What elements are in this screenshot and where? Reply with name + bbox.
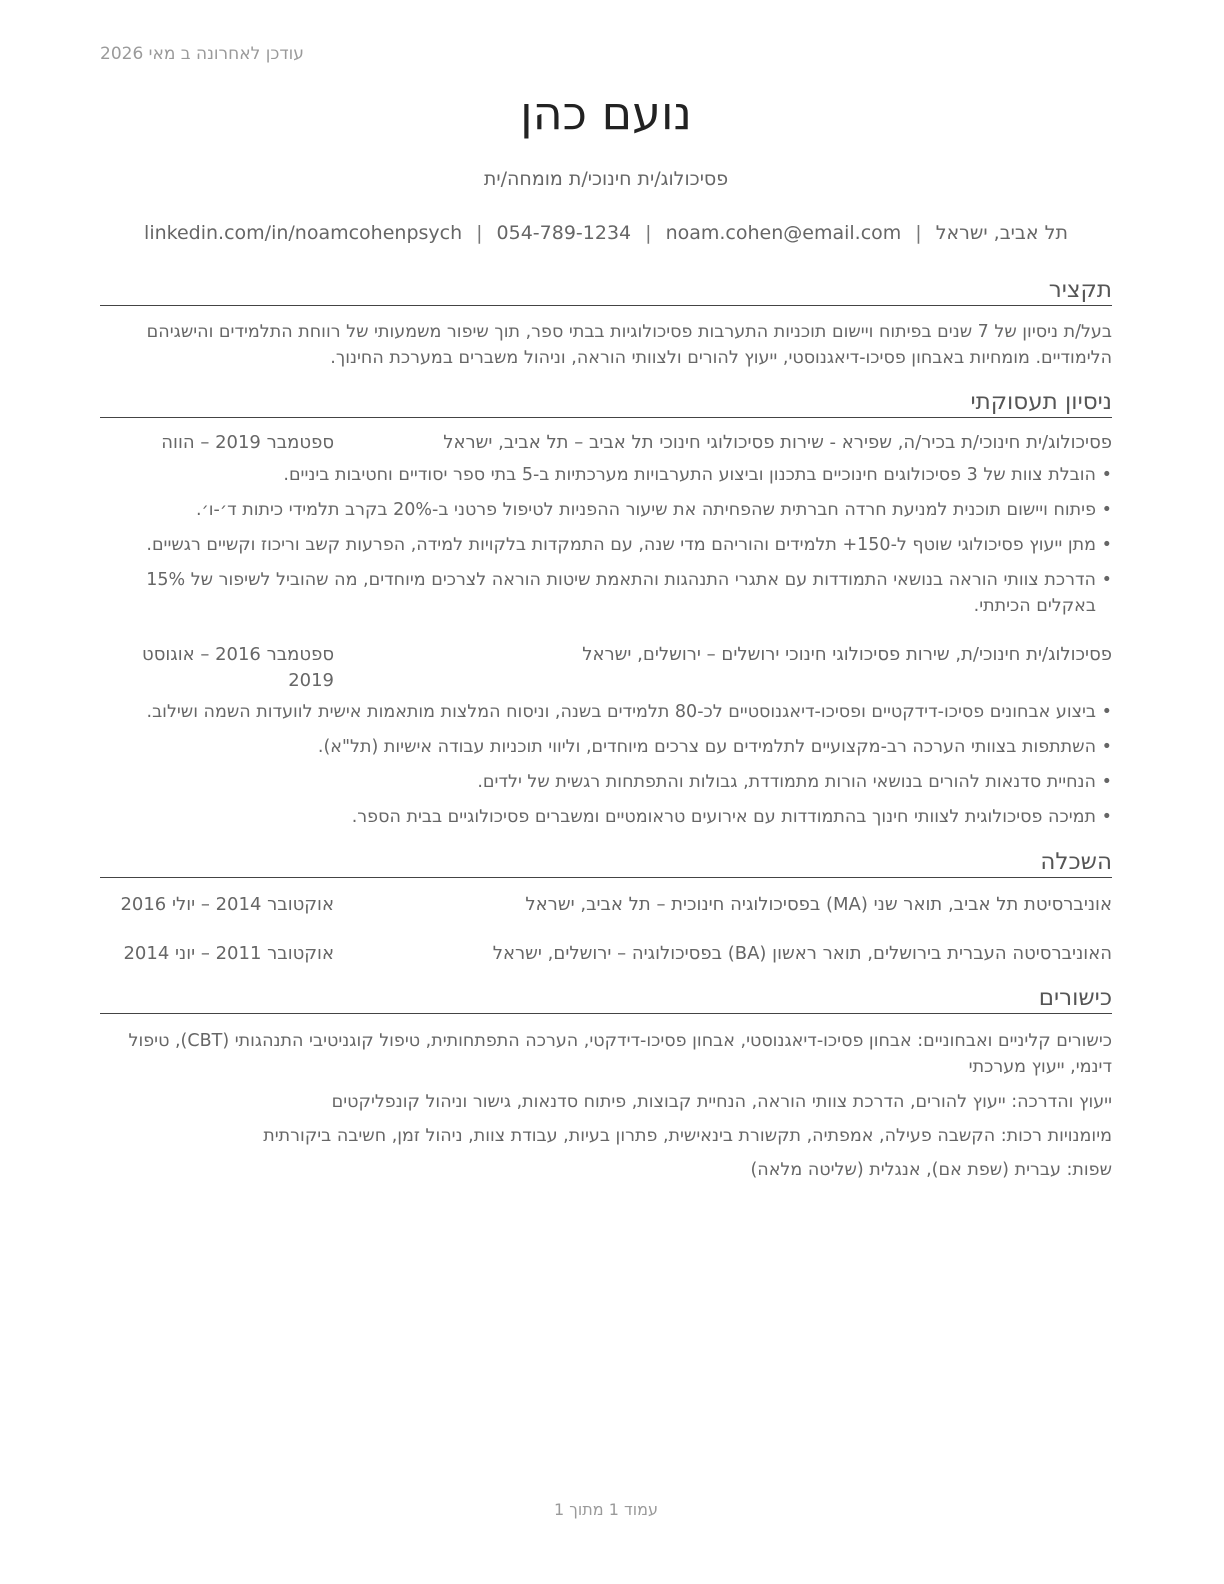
job-dates: ספטמבר 2019 – הווה [161,432,334,453]
contact-email[interactable]: noam.cohen@email.com [665,222,902,244]
resume-page [100,0,1112,1584]
list-item: • תמיכה פסיכולוגית לצוותי חינוך בהתמודדות עם אירועים טראומטיים ומשברים פסיכולוגיים בבית הספר. [100,804,1112,830]
page-number: עמוד 1 מתוך 1 [554,1500,658,1519]
list-item: • הדרכת צוותי הוראה בנושאי התמודדות עם אתגרי התנהגות והתאמת שיטות הוראה לצרכים מיוחדים, מה שהוביל לשיפור של 15% באקלים הכיתתי. [100,567,1112,619]
contact-separator: | [915,222,922,244]
job-bullets [100,462,1112,628]
job-role: פסיכולוג/ית חינוכי/ת בכיר/ה, שפירא - שירות פסיכולוגי חינוכי תל אביב – תל אביב, ישראל [443,432,1112,453]
list-item: • הנחיית סדנאות להורים בנושאי הורות מתמודדת, גבולות והתפתחות רגשית של ילדים. [100,769,1112,795]
skill-line: מיומנויות רכות: הקשבה פעילה, אמפתיה, תקשורת בינאישית, פתרון בעיות, עבודת צוות, ניהול זמן, חשיבה ביקורתית [263,1126,1112,1146]
candidate-title: פסיכולוג/ית חינוכי/ת מומחה/ית [483,168,729,190]
education-degree: אוניברסיטת תל אביב, תואר שני (MA) בפסיכולוגיה חינוכית – תל אביב, ישראל [525,894,1112,915]
education-dates: אוקטובר 2011 – יוני 2014 [123,943,334,964]
skill-line: ייעוץ והדרכה: ייעוץ להורים, הדרכת צוותי הוראה, הנחיית קבוצות, פיתוח סדנאות, גישור וניהול קונפליקטים [331,1092,1112,1112]
contact-separator: | [476,222,483,244]
list-item: • פיתוח ויישום תוכנית למניעת חרדה חברתית שהפחיתה את שיעור ההפניות לטיפול פרטני ב-20% בקרב תלמידי כיתות ד׳-ו׳. [100,497,1112,523]
skill-line: כישורים קליניים ואבחוניים: אבחון פסיכו-דיאגנוסטי, אבחון פסיכו-דידקטי, הערכה התפתחותית, טיפול קוגניטיבי התנהגותי (CBT), טיפול דינמי, ייעוץ מערכתי [128,1031,1112,1077]
job-role: פסיכולוג/ית חינוכי/ת, שירות פסיכולוגי חינוכי ירושלים – ירושלים, ישראל [582,644,1112,665]
contact-location: תל אביב, ישראל [935,222,1068,244]
summary-heading: תקציר [100,276,1112,306]
last-updated: עודכן לאחרונה ב מאי 2026 [100,44,304,64]
contact-linkedin[interactable]: linkedin.com/in/noamcohenpsych [144,222,463,244]
list-item: • הובלת צוות של 3 פסיכולוגים חינוכיים בתכנון וביצוע התערבויות מערכתיות ב-5 בתי ספר יסודיים וחטיבות ביניים. [100,462,1112,488]
contact-line [100,222,1112,244]
skills-heading: כישורים [100,984,1112,1014]
experience-heading: ניסיון תעסוקתי [100,388,1112,418]
job-dates: ספטמבר 2016 – אוגוסט 2019 [142,644,334,691]
list-item: • השתתפות בצוותי הערכה רב-מקצועיים לתלמידים עם צרכים מיוחדים, וליווי תוכניות עבודה אישיות (תל"א). [100,734,1112,760]
education-dates: אוקטובר 2014 – יולי 2016 [120,894,334,915]
list-item: • ביצוע אבחונים פסיכו-דידקטיים ופסיכו-דיאגנוסטיים לכ-80 תלמידים בשנה, וניסוח המלצות מותאמות אישית לוועדות השמה ושילוב. [100,699,1112,725]
skill-line: שפות: עברית (שפת אם), אנגלית (שליטה מלאה) [750,1160,1112,1180]
job-bullets [100,699,1112,839]
education-heading: השכלה [100,848,1112,878]
education-degree: האוניברסיטה העברית בירושלים, תואר ראשון (BA) בפסיכולוגיה – ירושלים, ישראל [492,943,1112,964]
contact-separator: | [645,222,652,244]
summary-text: בעל/ת ניסיון של 7 שנים בפיתוח ויישום תוכניות התערבות פסיכולוגיות בבתי ספר, תוך שיפור משמעותי של רווחת התלמידים והישגיהם הלימודיים. מומחיות באבחון פסיכו-דיאגנוסטי, ייעוץ להורים ולצוותי הוראה, וניהול משברים במערכת החינוך. [146,322,1112,368]
candidate-name: נועם כהן [520,86,692,140]
list-item: • מתן ייעוץ פסיכולוגי שוטף ל-150+ תלמידים והוריהם מדי שנה, עם התמקדות בלקויות למידה, הפרעות קשב וריכוז וקשיים רגשיים. [100,532,1112,558]
contact-phone[interactable]: 054-789-1234 [496,222,632,244]
